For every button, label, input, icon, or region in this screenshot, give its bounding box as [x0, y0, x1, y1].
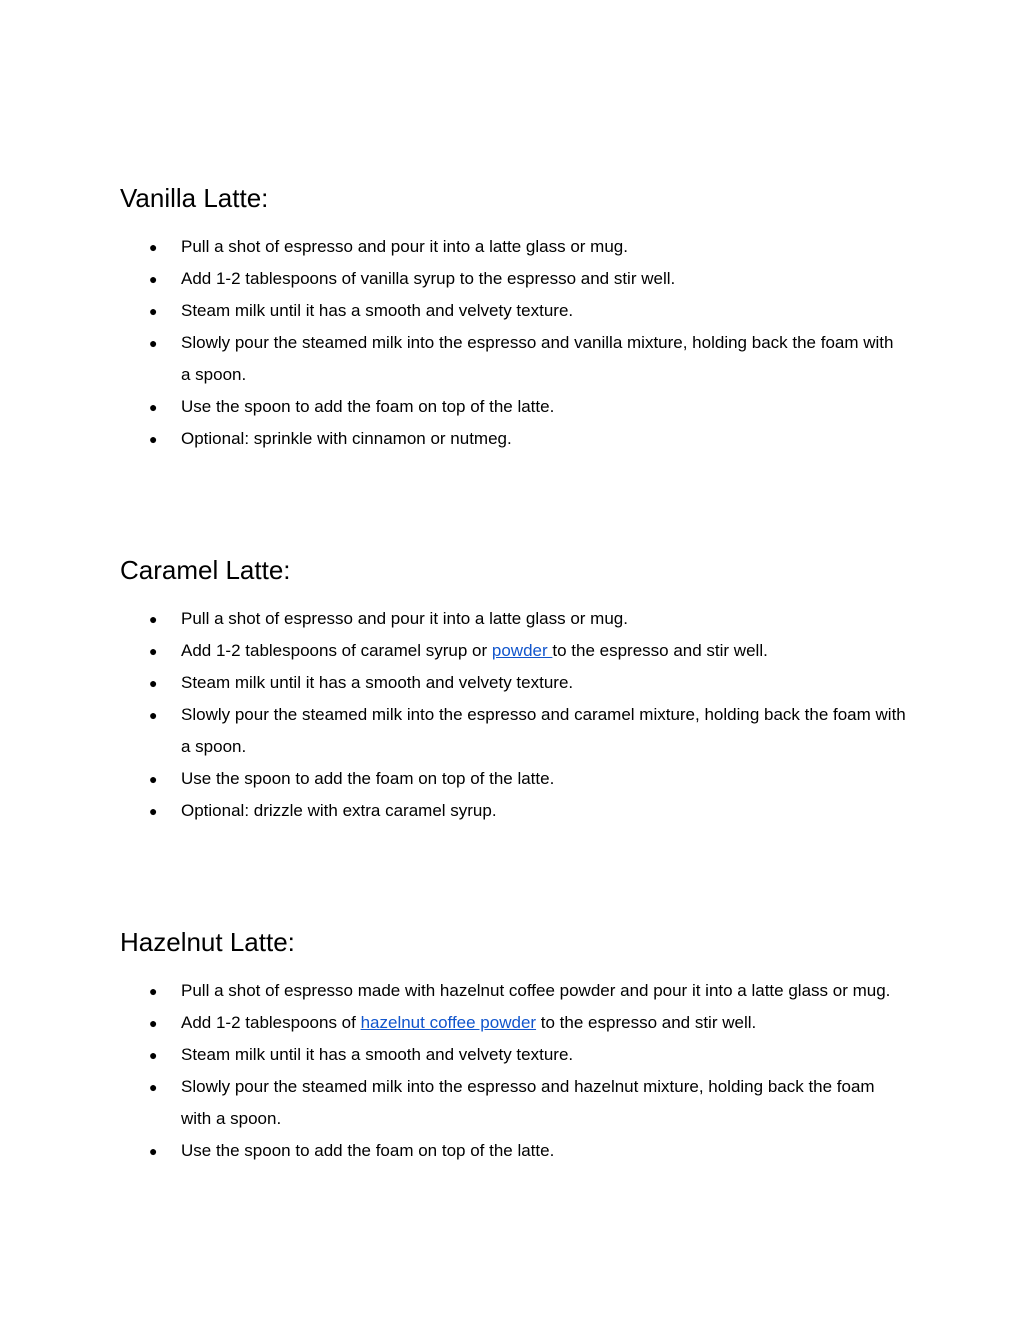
bullet-icon: ●	[149, 803, 158, 819]
list-item-text: Pull a shot of espresso and pour it into a latte glass or mug.	[181, 237, 628, 256]
list-item-text-after: to the espresso and stir well.	[536, 1013, 757, 1032]
list-item	[120, 263, 906, 295]
list-item-text-before: Add 1-2 tablespoons of	[181, 1013, 361, 1032]
list-item-text: Slowly pour the steamed milk into the espresso and hazelnut mixture, holding back the foam with a spoon.	[181, 1077, 875, 1128]
list-item	[120, 795, 906, 827]
bullet-icon: ●	[149, 643, 158, 659]
bullet-list	[120, 231, 920, 455]
list-item	[120, 603, 906, 635]
bullet-icon: ●	[149, 335, 158, 351]
bullet-icon: ●	[149, 271, 158, 287]
list-item	[120, 975, 906, 1007]
bullet-icon: ●	[149, 1143, 158, 1159]
bullet-list	[120, 603, 920, 827]
list-item-text-before: Add 1-2 tablespoons of caramel syrup or	[181, 641, 492, 660]
list-item	[120, 635, 906, 667]
section-vanilla-latte	[120, 183, 920, 455]
list-item	[120, 763, 906, 795]
bullet-icon: ●	[149, 771, 158, 787]
section-caramel-latte	[120, 555, 920, 827]
list-item-text: Pull a shot of espresso and pour it into a latte glass or mug.	[181, 609, 628, 628]
bullet-list	[120, 975, 920, 1167]
bullet-icon: ●	[149, 611, 158, 627]
bullet-icon: ●	[149, 707, 158, 723]
list-item-text: Use the spoon to add the foam on top of the latte.	[181, 769, 555, 788]
section-hazelnut-latte	[120, 927, 920, 1167]
list-item	[120, 667, 906, 699]
list-item-text: Steam milk until it has a smooth and velvety texture.	[181, 673, 574, 692]
list-item-text: Slowly pour the steamed milk into the espresso and vanilla mixture, holding back the foam with a spoon.	[181, 333, 894, 384]
list-item-text: Steam milk until it has a smooth and velvety texture.	[181, 301, 574, 320]
list-item-text: Use the spoon to add the foam on top of the latte.	[181, 397, 555, 416]
section-heading: Hazelnut Latte:	[120, 927, 295, 957]
bullet-icon: ●	[149, 675, 158, 691]
bullet-icon: ●	[149, 1079, 158, 1095]
list-item	[120, 1007, 906, 1039]
list-item-text: Slowly pour the steamed milk into the espresso and caramel mixture, holding back the foam with a spoon.	[181, 705, 906, 756]
bullet-icon: ●	[149, 983, 158, 999]
list-item-text: Optional: sprinkle with cinnamon or nutmeg.	[181, 429, 512, 448]
bullet-icon: ●	[149, 399, 158, 415]
bullet-icon: ●	[149, 431, 158, 447]
section-heading: Vanilla Latte:	[120, 183, 269, 213]
list-item-text: Optional: drizzle with extra caramel syrup.	[181, 801, 497, 820]
list-item	[120, 1039, 906, 1071]
list-item	[120, 231, 906, 263]
list-item	[120, 423, 906, 455]
list-item	[120, 699, 906, 763]
powder-link[interactable]: powder	[491, 641, 553, 660]
hazelnut-coffee-powder-link[interactable]: hazelnut coffee powder	[360, 1013, 537, 1032]
list-item-text: Steam milk until it has a smooth and velvety texture.	[181, 1045, 574, 1064]
list-item	[120, 391, 906, 423]
bullet-icon: ●	[149, 1047, 158, 1063]
list-item-text-after: to the espresso and stir well.	[552, 641, 768, 660]
list-item-text: Pull a shot of espresso made with hazelnut coffee powder and pour it into a latte glass or mug.	[181, 981, 891, 1000]
section-heading: Caramel Latte:	[120, 555, 291, 585]
list-item-text: Add 1-2 tablespoons of vanilla syrup to the espresso and stir well.	[181, 269, 676, 288]
list-item	[120, 295, 906, 327]
bullet-icon: ●	[149, 239, 158, 255]
bullet-icon: ●	[149, 1015, 158, 1031]
list-item	[120, 327, 906, 391]
list-item	[120, 1135, 906, 1167]
list-item	[120, 1071, 906, 1135]
list-item-text: Use the spoon to add the foam on top of the latte.	[181, 1141, 555, 1160]
bullet-icon: ●	[149, 303, 158, 319]
